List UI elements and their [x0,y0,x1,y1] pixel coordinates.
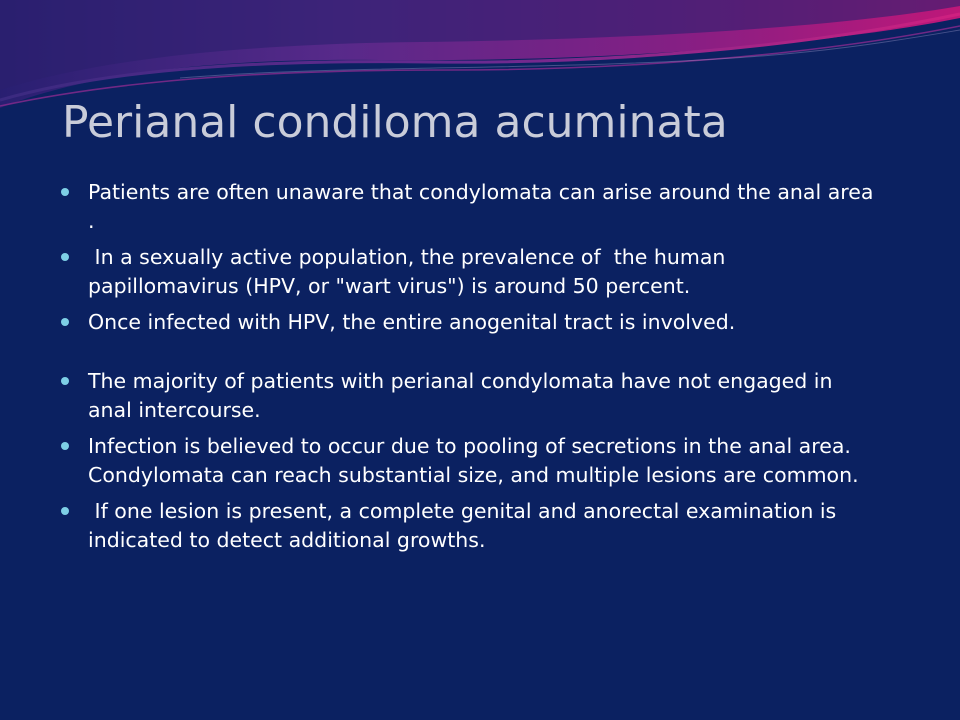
bullet-text: If one lesion is present, a complete genital and anorectal examination is indicated to detect additional growths. [88,499,843,552]
bullet-text: The majority of patients with perianal condylomata have not engaged in anal intercourse. [88,369,840,422]
bullet-text: Patients are often unaware that condylomata can arise around the anal area . [88,180,880,233]
bullet-item [60,178,880,236]
bullet-dot-icon [61,442,69,450]
bullet-dot-icon [61,377,69,385]
bullet-item [60,308,880,337]
bullet-dot-icon [61,253,69,261]
bullet-list [60,178,880,562]
bullet-text: In a sexually active population, the prevalence of the human papillomavirus (HPV, or "wart virus") is around 50 percent. [88,245,732,298]
bullet-item [60,367,880,425]
bullet-dot-icon [61,507,69,515]
bullet-text: Infection is believed to occur due to pooling of secretions in the anal area. Condylomata can reach substantial size, and multiple lesions are common. [88,434,859,487]
bullet-item [60,432,880,490]
slide-title: Perianal condiloma acuminata [62,97,728,148]
bullet-dot-icon [61,188,69,196]
bullet-dot-icon [61,318,69,326]
bullet-item [60,243,880,301]
bullet-item [60,497,880,555]
bullet-text: Once infected with HPV, the entire anogenital tract is involved. [88,310,736,334]
